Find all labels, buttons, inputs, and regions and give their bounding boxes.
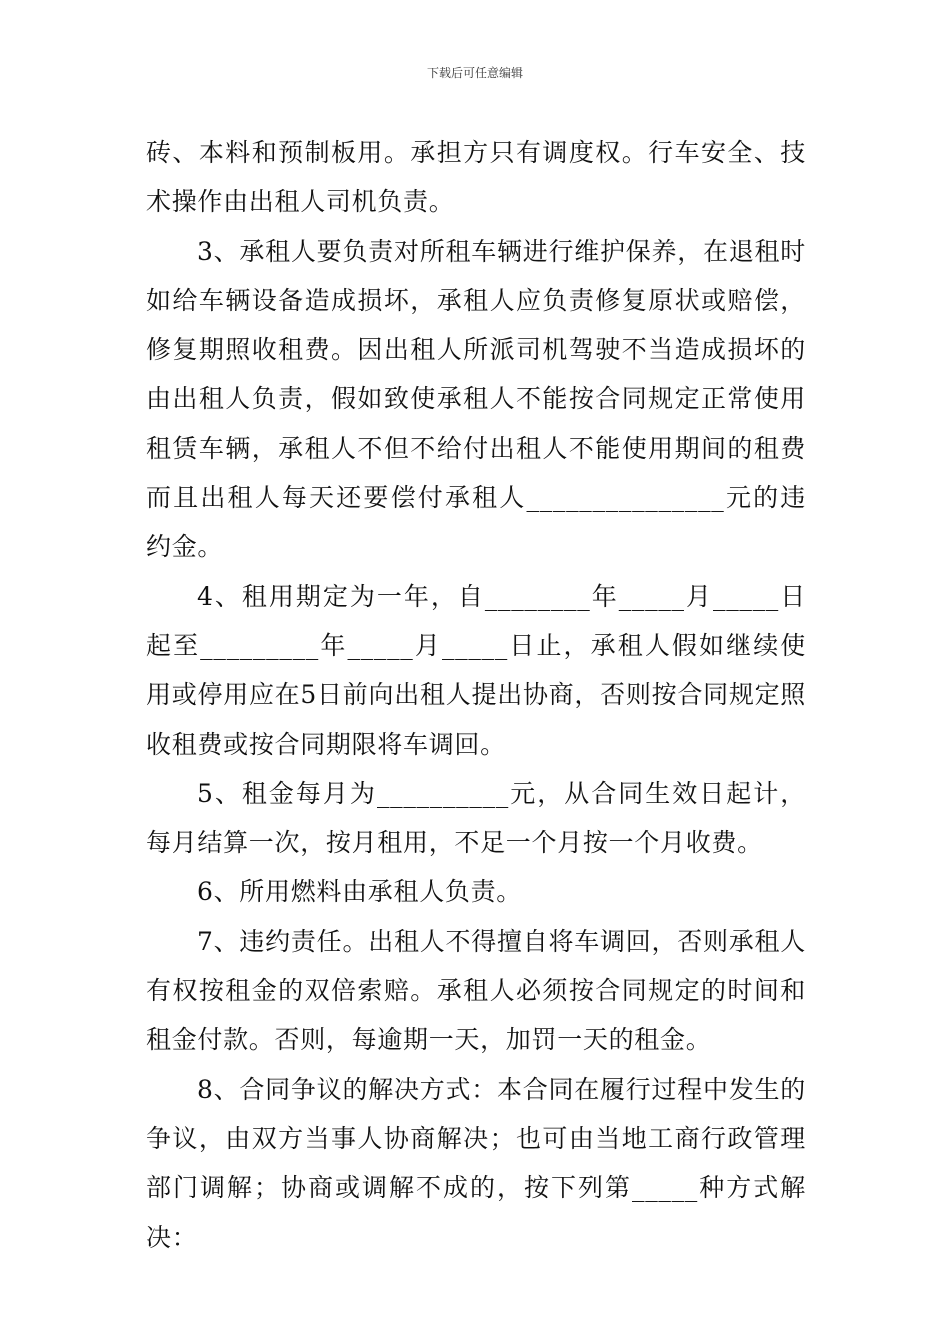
paragraph-clause-6: 6、所用燃料由承租人负责。	[197, 877, 523, 907]
paragraph-clause-5: 5、租金每月为__________元，从合同生效日起计，每月结算一次，按月租用，不足一个月按一个月收费。	[146, 778, 806, 858]
page-header-note: 下载后可任意编辑	[426, 66, 523, 80]
document-body	[146, 128, 806, 1262]
paragraph-clause-7: 7、违约责任。出租人不得擅自将车调回，否则承租人有权按租金的双倍索赔。承租人必须按合同规定的时间和租金付款。否则，每逾期一天，加罚一天的租金。	[146, 926, 806, 1055]
paragraph-clause-4: 4、租用期定为一年，自________年_____月_____日起至_________年_____月_____日止，承租人假如继续使用或停用应在5日前向出租人提出协商，否则按合同规定照收租费或按合同期限将车调回。	[146, 581, 806, 759]
paragraph-continuation: 砖、本料和预制板用。承担方只有调度权。行车安全、技术操作由出租人司机负责。	[146, 138, 806, 217]
paragraph-clause-3: 3、承租人要负责对所租车辆进行维护保养，在退租时如给车辆设备造成损坏，承租人应负责修复原状或赔偿，修复期照收租费。因出租人所派司机驾驶不当造成损坏的由出租人负责，假如致使承租人不能按合同规定正常使用租赁车辆，承租人不但不给付出租人不能使用期间的租费而且出租人每天还要偿付承租人_______________元的违约金。	[146, 236, 806, 562]
paragraph-clause-8: 8、合同争议的解决方式：本合同在履行过程中发生的争议，由双方当事人协商解决；也可由当地工商行政管理部门调解；协商或调解不成的，按下列第_____种方式解决：	[146, 1074, 806, 1252]
